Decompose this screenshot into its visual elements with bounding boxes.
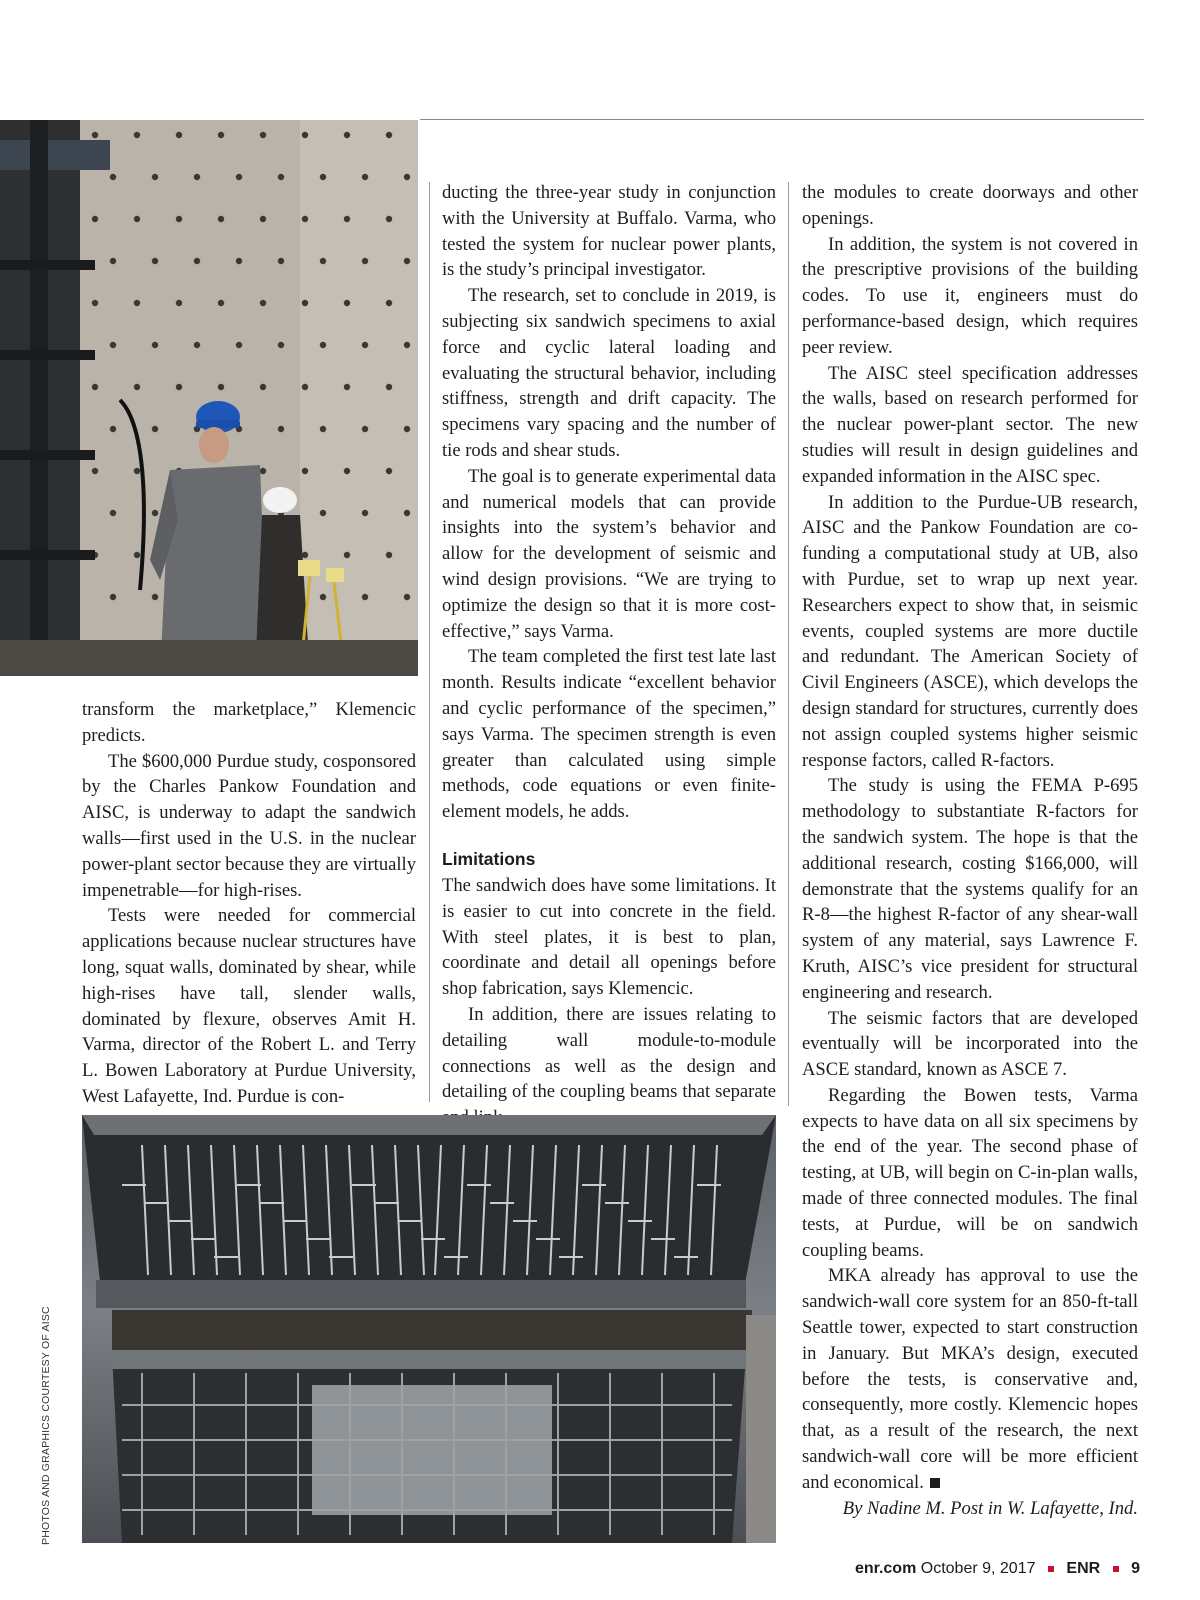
paragraph: ducting the three-year study in conjunction with the University at Buffalo. Varma, who tested the system for nuclear power plants, is the study’s principal investigator. (442, 182, 776, 281)
page-number: 9 (1131, 1560, 1140, 1577)
page-footer (855, 1560, 1140, 1578)
column-rule-2 (788, 182, 789, 1106)
paragraph-final (802, 1263, 1138, 1495)
paragraph: The study is using the FEMA P-695 methodology to substantiate R-factors for the sandwich system. The hope is that the additional research, costing $166,000, will demonstrate that the systems qualify for an R-8—the highest R-factor of any shear-wall system of any material, says Lawrence F. Kruth, AISC’s vice president for structural engineering and research. (802, 775, 1138, 1003)
column-rule-1 (429, 182, 430, 1102)
header-rule (420, 119, 1144, 120)
paragraph: In addition, the system is not covered in the prescriptive provisions of the building codes. To use it, engineers must do performance-based design, which requires peer review. (802, 233, 1138, 358)
paragraph: the modules to create doorways and other openings. (802, 182, 1138, 229)
end-mark-icon (930, 1478, 940, 1488)
photo-credit: PHOTOS AND GRAPHICS COURTESY OF AISC (40, 1306, 52, 1545)
paragraph: The goal is to generate experimental data and numerical models that can provide insights into the system’s behavior and allow for the development of seismic and wind design provisions. “We are trying to optimize the design so that it is more cost-effective,” says Varma. (442, 465, 776, 642)
column-1 (82, 697, 416, 1110)
paragraph: Tests were needed for commercial applications because nuclear structures have long, squat walls, dominated by shear, while high-rises have tall, slender walls, dominated by flexure, observes Amit H. Varma, director of the Robert L. and Terry L. Bowen Laboratory at Purdue University, West Lafayette, Ind. Purdue is con- (82, 905, 416, 1107)
steel-modules-illustration (82, 1115, 776, 1543)
column-2 (442, 180, 776, 1131)
separator-square-icon (1048, 1566, 1054, 1572)
paragraph: In addition to the Purdue-UB research, AISC and the Pankow Foundation are co-funding a computational study at UB, also with Purdue, set to wrap up next year. Researchers expect to show that, in seismic events, coupled systems are more ductile and redundant. The American Society of Civil Engineers (ASCE), which develops the design standard for structures, currently does not assign coupled systems higher seismic response factors, called R-factors. (802, 491, 1138, 771)
section-subhead: Limitations (442, 848, 536, 869)
paragraph: The $600,000 Purdue study, cosponsored by the Charles Pankow Foundation and AISC, is underway to adapt the sandwich walls—first used in the U.S. in the nuclear power-plant sector because they are virtually impenetrable—for high-rises. (82, 750, 416, 901)
paragraph: The AISC steel specification addresses the walls, based on research performed for the nuclear power-plant sector. The new studies will result in design guidelines and expanded information in the AISC spec. (802, 362, 1138, 487)
paragraph-final-text: MKA already has approval to use the sandwich-wall core system for an 850-ft-tall Seattle tower, expected to start construction in January. But MKA’s design, executed before the tests, is conservative and, consequently, more costly. Klemencic hopes that, as a result of the research, the next sandwich-wall core will be more efficient and economical. (802, 1265, 1138, 1493)
lab-wall-photo (0, 120, 418, 676)
paragraph: The seismic factors that are developed eventually will be incorporated into the ASCE standard, known as ASCE 7. (802, 1007, 1138, 1081)
paragraph: In addition, there are issues relating to detailing wall module-to-module connections as well as the design and detailing of the coupling beams that separate (442, 1003, 776, 1103)
paragraph: transform the marketplace,” Klemencic predicts. (82, 699, 416, 746)
column-3 (802, 180, 1138, 1521)
paragraph: The team completed the first test late last month. Results indicate “excellent behavior and cyclic performance of the specimen,” says Varma. The specimen strength is even greater than calculated using simple methods, code equations or even finite-element models, he adds. (442, 646, 776, 823)
byline: By Nadine M. Post in W. Lafayette, Ind. (842, 1497, 1138, 1519)
paragraph: The research, set to conclude in 2019, is subjecting six sandwich specimens to axial force and cyclic lateral loading and evaluating the structural behavior, including stiffness, strength and drift capacity. The specimens vary spacing and the number of tie rods and shear studs. (442, 285, 776, 461)
steel-modules-photo (82, 1115, 776, 1543)
paragraph: The sandwich does have some limitations. It is easier to cut into concrete in the field. With steel plates, it is best to plan, coordinate and detail all openings before shop fabrication, says Klemencic. (442, 874, 776, 1000)
footer-site[interactable]: enr.com (854, 1560, 917, 1577)
footer-magazine: ENR (1066, 1560, 1101, 1577)
lab-wall-illustration (0, 120, 418, 676)
paragraph: Regarding the Bowen tests, Varma expects to have data on all six specimens by the end of the year. The second phase of testing, at UB, will begin on C-in-plan walls, made of three connected modules. The final tests, at Purdue, will be on sandwich coupling beams. (802, 1084, 1138, 1261)
footer-date: October 9, 2017 (920, 1560, 1036, 1577)
separator-square-icon (1113, 1566, 1119, 1572)
